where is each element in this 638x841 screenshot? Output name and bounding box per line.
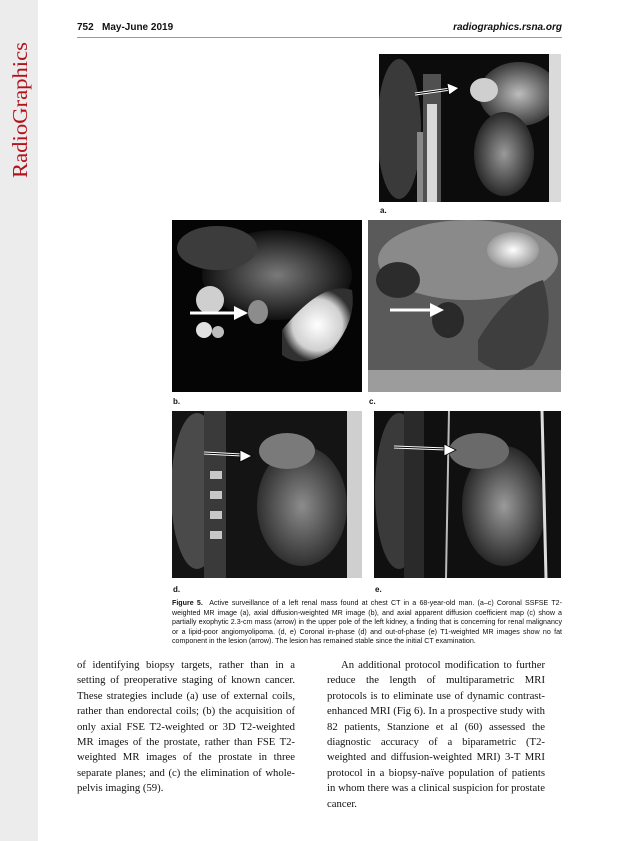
panel-label-c: c. <box>369 397 376 406</box>
figure-panel-d <box>172 411 362 578</box>
figure-caption-text: Active surveillance of a left renal mass found at chest CT in a 68-year-old man. (a–c) Coronal SSFSE T2-weighted MR image (a), axial diffusion-weighted MR image (b), and axial apparent diffusion coefficient map (c) show a partially exophytic 2.3-cm mass (arrow) in the upper pole of the left kidney, a finding that is concerning for renal malignancy or a lipid-poor angiomyolipoma. (d, e) Coronal in-phase (d) and out-of-phase (e) T1-weighted MR images show no fat component in the lesion (arrow). The lesion has remained stable since the initial CT examination. <box>172 599 562 646</box>
journal-logo <box>3 40 37 180</box>
journal-logo-text: RadioGraphics <box>8 52 32 178</box>
panel-label-e: e. <box>375 585 382 594</box>
body-column-left <box>77 658 295 797</box>
header-rule <box>77 37 562 38</box>
journal-sidebar <box>0 0 38 841</box>
body-paragraph-right: An additional protocol modification to further reduce the length of multiparametric MRI protocols is to eliminate use of dynamic contrast-enhanced MRI (Fig 6). In a prospective study with 82 patients, Stanzione et al (60) assessed the diagnostic accuracy of a biparametric (T2-weighted and diffusion-weighted MRI) 3-T MRI protocol in a biopsy-naïve population of patients in whom there was a clinical suspicion for prostate cancer. <box>327 659 545 810</box>
panel-label-d: d. <box>173 585 181 594</box>
running-header <box>77 22 562 38</box>
issue-date: May-June 2019 <box>102 22 174 33</box>
journal-url: radiographics.rsna.org <box>453 22 562 33</box>
figure-caption <box>172 599 562 647</box>
figure-panel-a <box>379 54 561 202</box>
body-paragraph-left: of identifying biopsy targets, rather than in a setting of preoperative staging of known cancer. These strategies include (a) use of external coils, rather than endorectal coils; (b) the acquisition of only axial FSE T2-weighted or 3D T2-weighted MR images of the prostate, rather than FSE T2-weighted MR images of the prostate in three separate planes; and (c) the elimination of whole-pelvis imaging (59). <box>77 659 295 795</box>
figure-caption-title: Figure 5. <box>172 599 203 607</box>
panel-label-b: b. <box>173 397 181 406</box>
body-column-right <box>327 658 545 812</box>
figure-panel-c <box>368 220 561 392</box>
page-number: 752 <box>77 22 94 33</box>
panel-label-a: a. <box>380 206 387 215</box>
figure-panel-b <box>172 220 362 392</box>
figure-panel-e <box>374 411 561 578</box>
